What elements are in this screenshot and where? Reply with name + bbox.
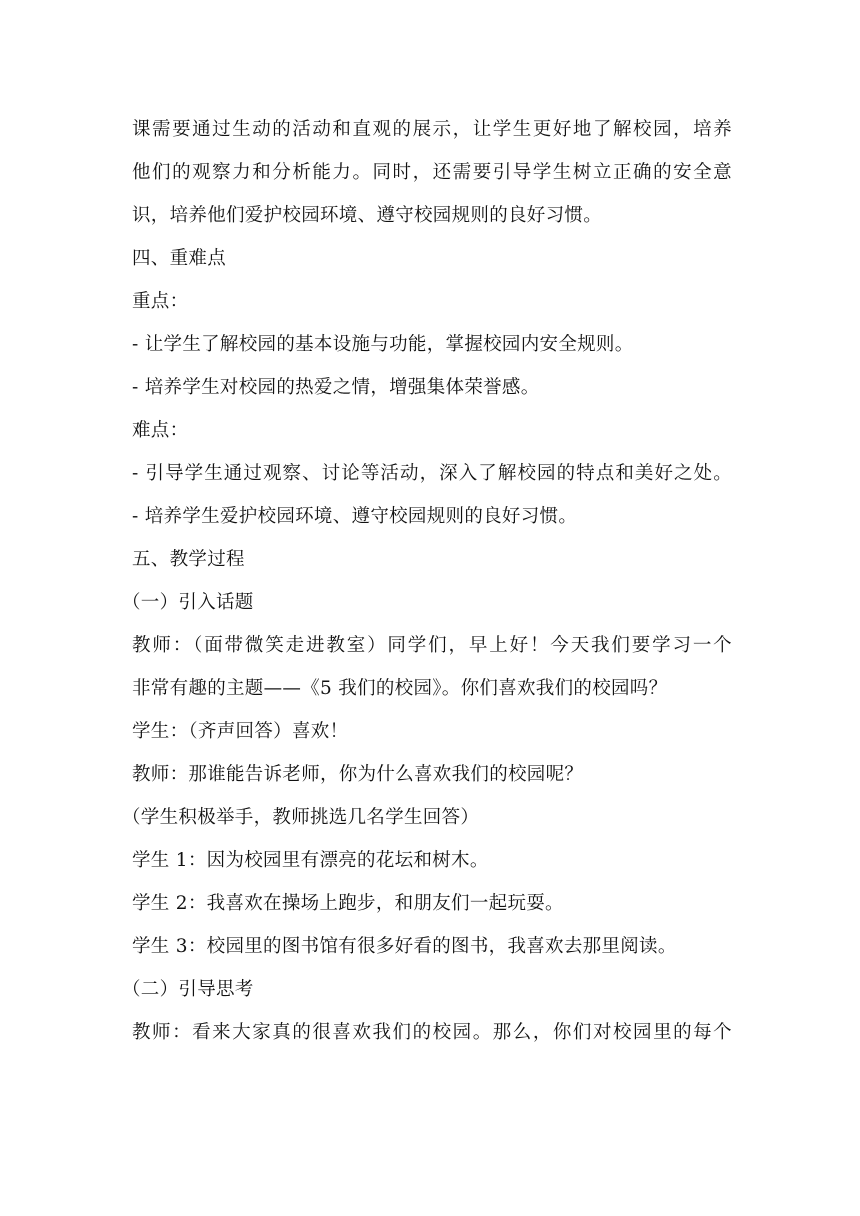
bullet-item: - 引导学生通过观察、讨论等活动，深入了解校园的特点和美好之处。 [132, 463, 732, 484]
stage-direction: （学生积极举手，教师挑选几名学生回答） [122, 807, 480, 828]
bullet-item: - 培养学生对校园的热爱之情，增强集体荣誉感。 [132, 377, 540, 398]
dialogue-line: 学生 1：因为校园里有漂亮的花坛和树木。 [132, 850, 489, 871]
subsection-heading: （一）引入话题 [122, 592, 254, 613]
subsection-heading: （二）引导思考 [122, 979, 254, 1000]
dialogue-line: 教师：看来大家真的很喜欢我们的校园。那么，你们对校园里的每个 [132, 1022, 732, 1043]
section-heading: 五、教学过程 [132, 549, 245, 570]
dialogue-line: 学生 2：我喜欢在操场上跑步，和朋友们一起玩耍。 [132, 893, 564, 914]
dialogue-line: 非常有趣的主题——《5 我们的校园》。你们喜欢我们的校园吗？ [132, 678, 668, 699]
section-heading: 四、重难点 [132, 248, 227, 269]
bullet-item: - 让学生了解校园的基本设施与功能，掌握校园内安全规则。 [132, 334, 634, 355]
paragraph-line: 他们的观察力和分析能力。同时，还需要引导学生树立正确的安全意 [132, 162, 732, 183]
dialogue-line: 学生：（齐声回答）喜欢！ [132, 721, 349, 742]
paragraph-line: 识，培养他们爱护校园环境、遵守校园规则的良好习惯。 [132, 205, 603, 226]
bullet-item: - 培养学生爱护校园环境、遵守校园规则的良好习惯。 [132, 506, 578, 527]
subheading-key-points: 重点： [132, 291, 189, 312]
dialogue-line: 教师：那谁能告诉老师，你为什么喜欢我们的校园呢？ [132, 764, 584, 785]
paragraph-line: 课需要通过生动的活动和直观的展示，让学生更好地了解校园，培养 [132, 119, 732, 140]
dialogue-line: 教师：（面带微笑走进教室）同学们，早上好！今天我们要学习一个 [132, 635, 732, 656]
dialogue-line: 学生 3：校园里的图书馆有很多好看的图书，我喜欢去那里阅读。 [132, 936, 677, 957]
document-body [122, 108, 732, 1054]
subheading-difficulties: 难点： [132, 420, 189, 441]
